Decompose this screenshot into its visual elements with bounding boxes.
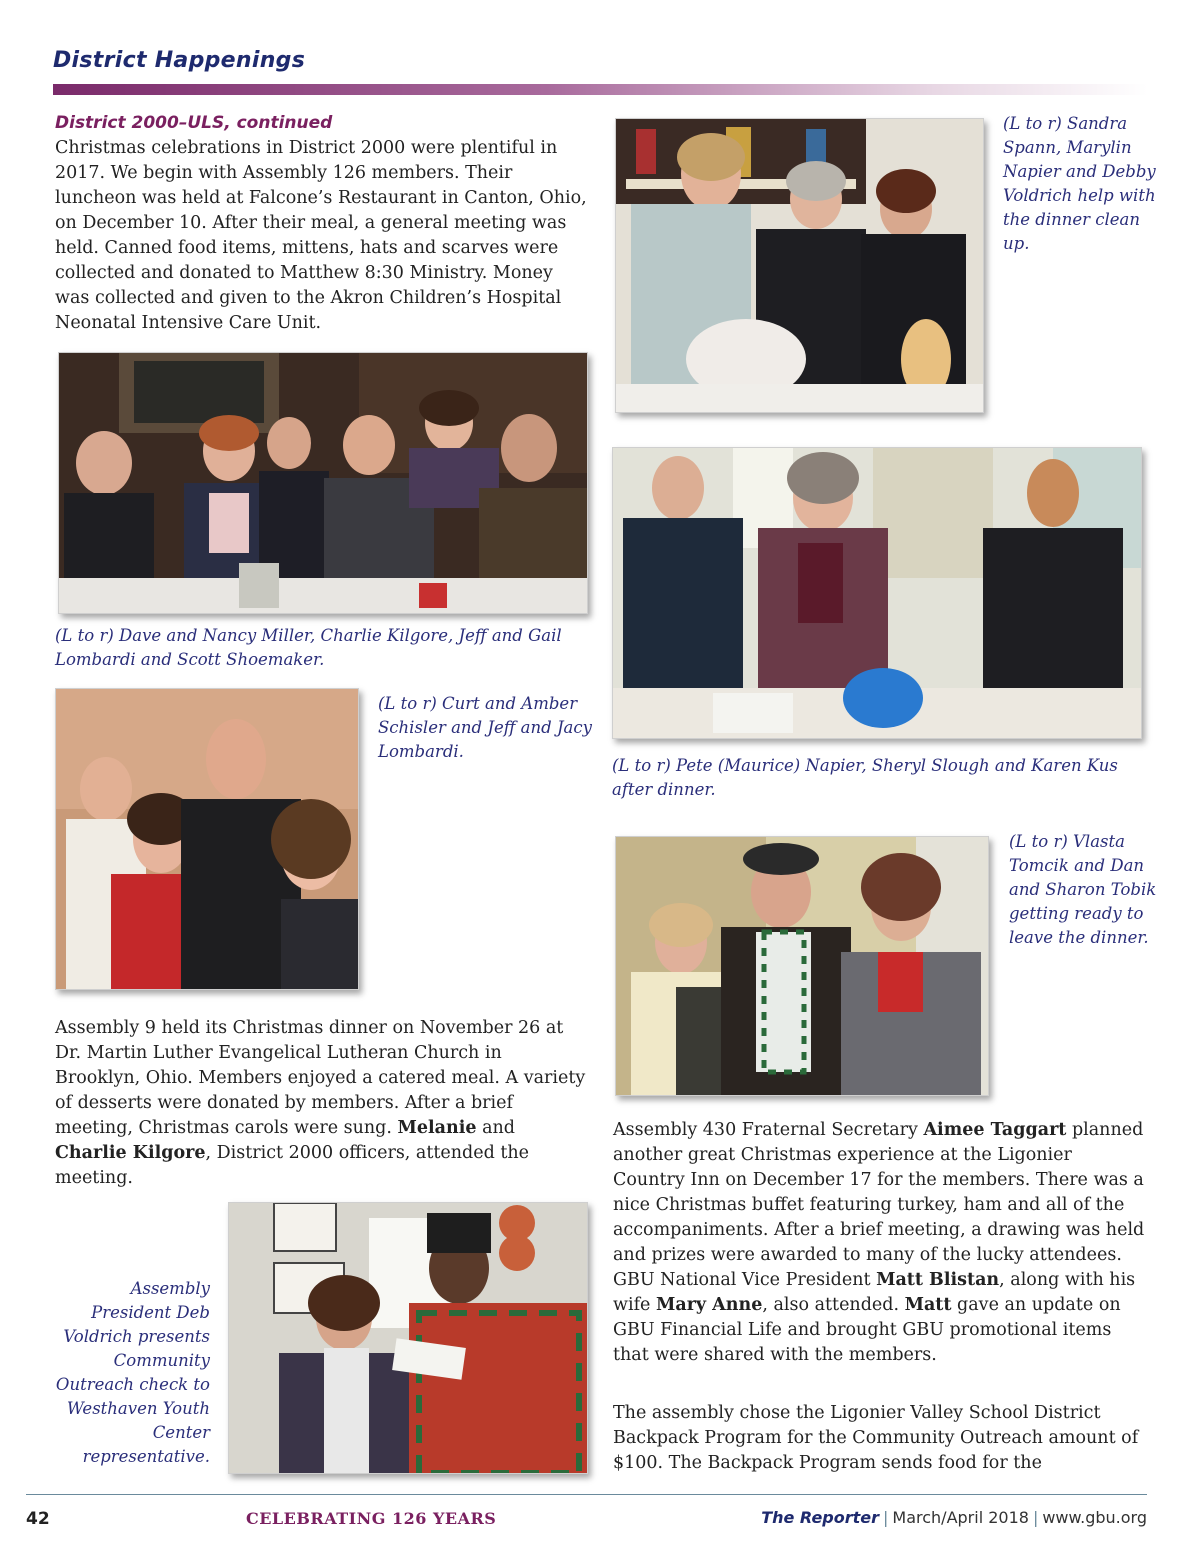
paragraph-3-text: gave an update on GBU Financial Life and brought GBU promotional items that were shared with the members. xyxy=(613,1295,1121,1365)
article-paragraph-3 xyxy=(613,1118,1148,1368)
photo-family-group xyxy=(55,688,359,990)
photo-dinner-cleanup xyxy=(615,118,984,413)
issue-date: March/April 2018 xyxy=(892,1508,1029,1527)
paragraph-2-name-charlie: Charlie Kilgore xyxy=(55,1143,206,1163)
section-heading: District 2000–ULS, continued xyxy=(55,113,333,133)
caption-dinner-cleanup: (L to r) Sandra Spann, Marylin Napier and Debby Voldrich help with the dinner clean up. xyxy=(1003,114,1156,253)
caption-family-group: (L to r) Curt and Amber Schisler and Jeff and Jacy Lombardi. xyxy=(378,694,592,761)
paragraph-3-text: , also attended. xyxy=(762,1295,905,1315)
publication-name: The Reporter xyxy=(761,1508,880,1527)
page-section-title: District Happenings xyxy=(53,48,306,73)
article-paragraph-1: Christmas celebrations in District 2000 were plentiful in 2017. We begin with Assembly 126 members. Their luncheon was held at Falcone’s Restaurant in Canton, Ohio, on December 10. After their meal, a general meeting was held. Canned food items, mittens, hats and scarves were collected and donated to Matthew 8:30 Ministry. Money was collected and given to the Akron Children’s Hospital Neonatal Intensive Care Unit. xyxy=(55,138,587,333)
paragraph-3-name-aimee: Aimee Taggart xyxy=(923,1120,1067,1140)
photo-restaurant-group xyxy=(58,352,588,614)
paragraph-2-text: , District 2000 officers, attended the meeting. xyxy=(55,1143,530,1188)
paragraph-2-text: and xyxy=(476,1118,515,1138)
paragraph-3-name-matt: Matt xyxy=(904,1295,952,1315)
footer-separator: | xyxy=(1032,1508,1039,1527)
photo-check-presentation xyxy=(228,1202,588,1474)
photo-after-dinner xyxy=(612,447,1142,739)
caption-restaurant-group: (L to r) Dave and Nancy Miller, Charlie Kilgore, Jeff and Gail Lombardi and Scott Shoemaker. xyxy=(55,626,562,669)
website-link[interactable]: www.gbu.org xyxy=(1042,1508,1147,1527)
article-paragraph-2 xyxy=(55,1016,588,1191)
footer-separator: | xyxy=(883,1508,889,1527)
paragraph-2-name-melanie: Melanie xyxy=(397,1118,477,1138)
footer-publication-info xyxy=(761,1508,1147,1527)
paragraph-3-text: planned another great Christmas experience at the Ligonier Country Inn on December 17 for the members. There was a nice Christmas buffet featuring turkey, ham and all of the accompaniments. After a brief meeting, a drawing was held and prizes were awarded to many of the lucky attendees. GBU National Vice President xyxy=(613,1120,1145,1290)
photo-leaving-dinner xyxy=(615,836,989,1096)
article-paragraph-4: The assembly chose the Ligonier Valley School District Backpack Program for the Community Outreach amount of $100. The Backpack Program sends food for the xyxy=(613,1403,1139,1473)
header-gradient-bar xyxy=(53,84,1148,95)
paragraph-3-name-mary-anne: Mary Anne xyxy=(655,1295,763,1315)
caption-after-dinner: (L to r) Pete (Maurice) Napier, Sheryl Slough and Karen Kus after dinner. xyxy=(612,756,1118,799)
caption-check-presentation: Assembly President Deb Voldrich presents Community Outreach check to Westhaven Youth Center representative. xyxy=(55,1279,210,1466)
page-number: 42 xyxy=(26,1509,50,1529)
paragraph-3-name-matt-blistan: Matt Blistan xyxy=(876,1270,1000,1290)
caption-leaving-dinner: (L to r) Vlasta Tomcik and Dan and Sharon Tobik getting ready to leave the dinner. xyxy=(1009,832,1157,947)
footer-tagline: CELEBRATING 126 YEARS xyxy=(246,1509,497,1528)
paragraph-2-text: Assembly 9 held its Christmas dinner on November 26 at Dr. Martin Luther Evangelical Lutheran Church in Brooklyn, Ohio. Members enjoyed a catered meal. A variety of desserts were donated by members. After a brief meeting, Christmas carols were sung. xyxy=(55,1018,586,1138)
paragraph-3-text: Assembly 430 Fraternal Secretary xyxy=(613,1120,924,1140)
paragraph-3-text: , along with his wife xyxy=(613,1270,1136,1315)
footer-rule xyxy=(26,1494,1147,1495)
